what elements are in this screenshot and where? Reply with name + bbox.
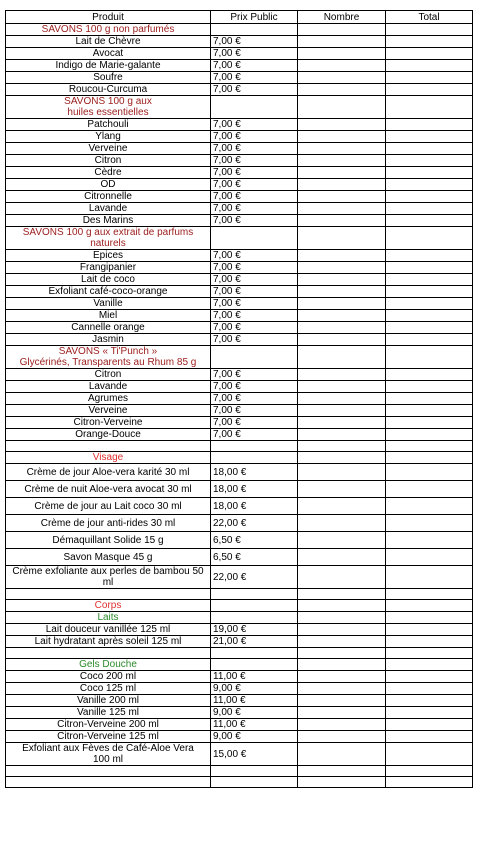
product-name: Crème de jour anti-rides 30 ml bbox=[6, 515, 211, 532]
section-header-row bbox=[6, 24, 473, 36]
quantity-cell bbox=[298, 155, 386, 167]
price-cell: 7,00 € bbox=[211, 429, 298, 441]
quantity-cell bbox=[298, 96, 386, 119]
total-cell bbox=[386, 167, 473, 179]
product-row bbox=[6, 369, 473, 381]
total-cell bbox=[386, 766, 473, 777]
total-cell bbox=[386, 777, 473, 788]
product-row bbox=[6, 274, 473, 286]
price-cell: 7,00 € bbox=[211, 60, 298, 72]
quantity-cell bbox=[298, 707, 386, 719]
quantity-cell bbox=[298, 310, 386, 322]
price-cell: 6,50 € bbox=[211, 532, 298, 549]
product-row bbox=[6, 417, 473, 429]
total-cell bbox=[386, 250, 473, 262]
price-cell bbox=[211, 648, 298, 659]
product-name: Crème de nuit Aloe-vera avocat 30 ml bbox=[6, 481, 211, 498]
section-header-row bbox=[6, 346, 473, 369]
price-cell: 7,00 € bbox=[211, 203, 298, 215]
price-cell bbox=[211, 659, 298, 671]
quantity-cell bbox=[298, 179, 386, 191]
price-cell: 7,00 € bbox=[211, 274, 298, 286]
quantity-cell bbox=[298, 215, 386, 227]
total-cell bbox=[386, 369, 473, 381]
price-cell: 7,00 € bbox=[211, 369, 298, 381]
product-name: Exfoliant café-coco-orange bbox=[6, 286, 211, 298]
product-row bbox=[6, 636, 473, 648]
empty-row bbox=[6, 441, 473, 452]
quantity-cell bbox=[298, 24, 386, 36]
quantity-cell bbox=[298, 36, 386, 48]
product-row bbox=[6, 36, 473, 48]
product-row bbox=[6, 179, 473, 191]
quantity-cell bbox=[298, 671, 386, 683]
header-total: Total bbox=[386, 11, 473, 24]
quantity-cell bbox=[298, 167, 386, 179]
product-name: Avocat bbox=[6, 48, 211, 60]
product-name: Cannelle orange bbox=[6, 322, 211, 334]
empty-row bbox=[6, 766, 473, 777]
quantity-cell bbox=[298, 636, 386, 648]
price-cell: 7,00 € bbox=[211, 155, 298, 167]
price-cell: 7,00 € bbox=[211, 262, 298, 274]
total-cell bbox=[386, 334, 473, 346]
product-name: Lait douceur vanillée 125 ml bbox=[6, 624, 211, 636]
section-title: SAVONS 100 g aux extrait de parfums naturels bbox=[6, 227, 211, 250]
empty-row bbox=[6, 648, 473, 659]
product-name: Citron bbox=[6, 155, 211, 167]
category-row bbox=[6, 600, 473, 612]
total-cell bbox=[386, 566, 473, 589]
product-name: Verveine bbox=[6, 405, 211, 417]
quantity-cell bbox=[298, 417, 386, 429]
quantity-cell bbox=[298, 515, 386, 532]
total-cell bbox=[386, 532, 473, 549]
empty-row bbox=[6, 589, 473, 600]
quantity-cell bbox=[298, 683, 386, 695]
total-cell bbox=[386, 84, 473, 96]
category-row bbox=[6, 452, 473, 464]
quantity-cell bbox=[298, 659, 386, 671]
total-cell bbox=[386, 262, 473, 274]
price-cell: 18,00 € bbox=[211, 464, 298, 481]
product-name: Roucou-Curcuma bbox=[6, 84, 211, 96]
price-cell bbox=[211, 589, 298, 600]
product-row bbox=[6, 286, 473, 298]
price-cell: 18,00 € bbox=[211, 498, 298, 515]
total-cell bbox=[386, 600, 473, 612]
price-cell: 7,00 € bbox=[211, 215, 298, 227]
price-cell: 7,00 € bbox=[211, 48, 298, 60]
price-cell bbox=[211, 227, 298, 250]
product-name: Citronnelle bbox=[6, 191, 211, 203]
quantity-cell bbox=[298, 143, 386, 155]
category-title: Visage bbox=[6, 452, 211, 464]
product-row bbox=[6, 131, 473, 143]
quantity-cell bbox=[298, 441, 386, 452]
product-name: Indigo de Marie-galante bbox=[6, 60, 211, 72]
product-row bbox=[6, 250, 473, 262]
total-cell bbox=[386, 131, 473, 143]
product-name: Citron-Verveine bbox=[6, 417, 211, 429]
total-cell bbox=[386, 498, 473, 515]
product-name: Crème de jour Aloe-vera karité 30 ml bbox=[6, 464, 211, 481]
category-row bbox=[6, 659, 473, 671]
quantity-cell bbox=[298, 334, 386, 346]
quantity-cell bbox=[298, 452, 386, 464]
total-cell bbox=[386, 119, 473, 131]
price-cell bbox=[211, 24, 298, 36]
quantity-cell bbox=[298, 405, 386, 417]
price-cell: 7,00 € bbox=[211, 298, 298, 310]
total-cell bbox=[386, 464, 473, 481]
total-cell bbox=[386, 549, 473, 566]
section-title: SAVONS « Ti'Punch » Glycérinés, Transparents au Rhum 85 g bbox=[6, 346, 211, 369]
quantity-cell bbox=[298, 286, 386, 298]
product-name: Savon Masque 45 g bbox=[6, 549, 211, 566]
price-cell bbox=[211, 600, 298, 612]
product-name: Lavande bbox=[6, 203, 211, 215]
total-cell bbox=[386, 48, 473, 60]
total-cell bbox=[386, 155, 473, 167]
price-cell bbox=[211, 441, 298, 452]
quantity-cell bbox=[298, 298, 386, 310]
product-row bbox=[6, 719, 473, 731]
price-cell: 11,00 € bbox=[211, 671, 298, 683]
category-title: Corps bbox=[6, 600, 211, 612]
price-cell bbox=[211, 452, 298, 464]
product-name: Jasmin bbox=[6, 334, 211, 346]
total-cell bbox=[386, 743, 473, 766]
total-cell bbox=[386, 452, 473, 464]
product-row bbox=[6, 381, 473, 393]
product-name: Crème de jour au Lait coco 30 ml bbox=[6, 498, 211, 515]
product-row bbox=[6, 624, 473, 636]
quantity-cell bbox=[298, 566, 386, 589]
quantity-cell bbox=[298, 262, 386, 274]
total-cell bbox=[386, 405, 473, 417]
product-row bbox=[6, 191, 473, 203]
product-row bbox=[6, 429, 473, 441]
product-row bbox=[6, 215, 473, 227]
quantity-cell bbox=[298, 191, 386, 203]
price-cell: 15,00 € bbox=[211, 743, 298, 766]
quantity-cell bbox=[298, 250, 386, 262]
total-cell bbox=[386, 648, 473, 659]
price-cell: 7,00 € bbox=[211, 72, 298, 84]
empty-cell bbox=[6, 777, 211, 788]
total-cell bbox=[386, 612, 473, 624]
quantity-cell bbox=[298, 393, 386, 405]
price-cell bbox=[211, 96, 298, 119]
product-name: Epices bbox=[6, 250, 211, 262]
section-header-row bbox=[6, 96, 473, 119]
quantity-cell bbox=[298, 743, 386, 766]
quantity-cell bbox=[298, 346, 386, 369]
product-name: Lait de coco bbox=[6, 274, 211, 286]
product-name: Citron bbox=[6, 369, 211, 381]
total-cell bbox=[386, 636, 473, 648]
price-cell: 7,00 € bbox=[211, 119, 298, 131]
total-cell bbox=[386, 215, 473, 227]
product-name: Vanille 200 ml bbox=[6, 695, 211, 707]
total-cell bbox=[386, 719, 473, 731]
price-cell: 21,00 € bbox=[211, 636, 298, 648]
price-cell: 7,00 € bbox=[211, 322, 298, 334]
quantity-cell bbox=[298, 731, 386, 743]
product-row bbox=[6, 707, 473, 719]
product-row bbox=[6, 143, 473, 155]
total-cell bbox=[386, 60, 473, 72]
category-row bbox=[6, 612, 473, 624]
product-row bbox=[6, 393, 473, 405]
product-row bbox=[6, 203, 473, 215]
quantity-cell bbox=[298, 766, 386, 777]
product-name: Des Marins bbox=[6, 215, 211, 227]
total-cell bbox=[386, 441, 473, 452]
price-cell: 19,00 € bbox=[211, 624, 298, 636]
price-cell: 7,00 € bbox=[211, 131, 298, 143]
header-prix-public: Prix Public bbox=[211, 11, 298, 24]
price-cell: 9,00 € bbox=[211, 707, 298, 719]
total-cell bbox=[386, 695, 473, 707]
quantity-cell bbox=[298, 481, 386, 498]
header-row bbox=[6, 11, 473, 24]
total-cell bbox=[386, 36, 473, 48]
quantity-cell bbox=[298, 464, 386, 481]
quantity-cell bbox=[298, 532, 386, 549]
price-cell: 7,00 € bbox=[211, 191, 298, 203]
price-cell: 7,00 € bbox=[211, 36, 298, 48]
quantity-cell bbox=[298, 274, 386, 286]
product-row bbox=[6, 310, 473, 322]
total-cell bbox=[386, 179, 473, 191]
section-header-row bbox=[6, 227, 473, 250]
price-cell bbox=[211, 612, 298, 624]
total-cell bbox=[386, 659, 473, 671]
price-cell: 9,00 € bbox=[211, 683, 298, 695]
product-name: Soufre bbox=[6, 72, 211, 84]
product-row bbox=[6, 695, 473, 707]
product-name: Vanille bbox=[6, 298, 211, 310]
price-table bbox=[5, 10, 473, 788]
price-cell: 9,00 € bbox=[211, 731, 298, 743]
quantity-cell bbox=[298, 624, 386, 636]
product-name: Citron-Verveine 200 ml bbox=[6, 719, 211, 731]
quantity-cell bbox=[298, 719, 386, 731]
price-cell: 7,00 € bbox=[211, 286, 298, 298]
product-name: Coco 125 ml bbox=[6, 683, 211, 695]
product-name: Cèdre bbox=[6, 167, 211, 179]
quantity-cell bbox=[298, 695, 386, 707]
price-cell bbox=[211, 766, 298, 777]
product-row bbox=[6, 119, 473, 131]
empty-row bbox=[6, 777, 473, 788]
product-row bbox=[6, 334, 473, 346]
quantity-cell bbox=[298, 612, 386, 624]
price-cell: 11,00 € bbox=[211, 695, 298, 707]
total-cell bbox=[386, 298, 473, 310]
empty-cell bbox=[6, 648, 211, 659]
product-row bbox=[6, 84, 473, 96]
quantity-cell bbox=[298, 589, 386, 600]
empty-cell bbox=[6, 441, 211, 452]
empty-cell bbox=[6, 766, 211, 777]
price-cell: 22,00 € bbox=[211, 515, 298, 532]
total-cell bbox=[386, 731, 473, 743]
product-name: Lavande bbox=[6, 381, 211, 393]
total-cell bbox=[386, 96, 473, 119]
product-row bbox=[6, 671, 473, 683]
product-name: Démaquillant Solide 15 g bbox=[6, 532, 211, 549]
quantity-cell bbox=[298, 48, 386, 60]
product-name: Lait hydratant après soleil 125 ml bbox=[6, 636, 211, 648]
product-name: Agrumes bbox=[6, 393, 211, 405]
price-cell: 7,00 € bbox=[211, 167, 298, 179]
header-nombre: Nombre bbox=[298, 11, 386, 24]
product-row bbox=[6, 683, 473, 695]
product-row bbox=[6, 481, 473, 498]
price-cell: 11,00 € bbox=[211, 719, 298, 731]
total-cell bbox=[386, 24, 473, 36]
product-row bbox=[6, 322, 473, 334]
quantity-cell bbox=[298, 131, 386, 143]
product-name: Verveine bbox=[6, 143, 211, 155]
quantity-cell bbox=[298, 600, 386, 612]
product-row bbox=[6, 464, 473, 481]
product-name: Ylang bbox=[6, 131, 211, 143]
quantity-cell bbox=[298, 119, 386, 131]
quantity-cell bbox=[298, 227, 386, 250]
price-cell bbox=[211, 777, 298, 788]
empty-cell bbox=[6, 589, 211, 600]
price-cell: 7,00 € bbox=[211, 405, 298, 417]
total-cell bbox=[386, 515, 473, 532]
product-row bbox=[6, 167, 473, 179]
product-row bbox=[6, 731, 473, 743]
total-cell bbox=[386, 274, 473, 286]
product-row bbox=[6, 48, 473, 60]
product-row bbox=[6, 405, 473, 417]
section-title: SAVONS 100 g aux huiles essentielles bbox=[6, 96, 211, 119]
total-cell bbox=[386, 481, 473, 498]
total-cell bbox=[386, 72, 473, 84]
total-cell bbox=[386, 671, 473, 683]
quantity-cell bbox=[298, 549, 386, 566]
quantity-cell bbox=[298, 369, 386, 381]
quantity-cell bbox=[298, 322, 386, 334]
product-row bbox=[6, 549, 473, 566]
product-name: Orange-Douce bbox=[6, 429, 211, 441]
category-title: Gels Douche bbox=[6, 659, 211, 671]
quantity-cell bbox=[298, 84, 386, 96]
total-cell bbox=[386, 322, 473, 334]
product-name: Frangipanier bbox=[6, 262, 211, 274]
total-cell bbox=[386, 381, 473, 393]
quantity-cell bbox=[298, 60, 386, 72]
product-name: Citron-Verveine 125 ml bbox=[6, 731, 211, 743]
product-name: Lait de Chèvre bbox=[6, 36, 211, 48]
quantity-cell bbox=[298, 498, 386, 515]
product-row bbox=[6, 532, 473, 549]
quantity-cell bbox=[298, 777, 386, 788]
product-row bbox=[6, 298, 473, 310]
total-cell bbox=[386, 589, 473, 600]
product-row bbox=[6, 155, 473, 167]
product-name: Patchouli bbox=[6, 119, 211, 131]
product-row bbox=[6, 566, 473, 589]
price-cell: 7,00 € bbox=[211, 179, 298, 191]
price-cell: 7,00 € bbox=[211, 334, 298, 346]
total-cell bbox=[386, 624, 473, 636]
total-cell bbox=[386, 310, 473, 322]
product-name: Miel bbox=[6, 310, 211, 322]
product-name: Exfoliant aux Fèves de Café-Aloe Vera 100 ml bbox=[6, 743, 211, 766]
total-cell bbox=[386, 707, 473, 719]
product-row bbox=[6, 743, 473, 766]
product-name: Crème exfoliante aux perles de bambou 50 ml bbox=[6, 566, 211, 589]
total-cell bbox=[386, 683, 473, 695]
total-cell bbox=[386, 191, 473, 203]
total-cell bbox=[386, 227, 473, 250]
product-row bbox=[6, 515, 473, 532]
price-cell: 6,50 € bbox=[211, 549, 298, 566]
price-cell: 18,00 € bbox=[211, 481, 298, 498]
price-cell: 22,00 € bbox=[211, 566, 298, 589]
price-cell: 7,00 € bbox=[211, 143, 298, 155]
total-cell bbox=[386, 286, 473, 298]
product-row bbox=[6, 72, 473, 84]
product-name: Vanille 125 ml bbox=[6, 707, 211, 719]
price-cell: 7,00 € bbox=[211, 381, 298, 393]
product-row bbox=[6, 60, 473, 72]
section-title: SAVONS 100 g non parfumés bbox=[6, 24, 211, 36]
price-cell: 7,00 € bbox=[211, 393, 298, 405]
total-cell bbox=[386, 346, 473, 369]
total-cell bbox=[386, 417, 473, 429]
price-cell: 7,00 € bbox=[211, 84, 298, 96]
total-cell bbox=[386, 143, 473, 155]
quantity-cell bbox=[298, 381, 386, 393]
product-row bbox=[6, 498, 473, 515]
quantity-cell bbox=[298, 429, 386, 441]
price-cell: 7,00 € bbox=[211, 310, 298, 322]
quantity-cell bbox=[298, 72, 386, 84]
product-row bbox=[6, 262, 473, 274]
price-cell: 7,00 € bbox=[211, 417, 298, 429]
total-cell bbox=[386, 203, 473, 215]
total-cell bbox=[386, 393, 473, 405]
category-title: Laits bbox=[6, 612, 211, 624]
quantity-cell bbox=[298, 648, 386, 659]
product-name: OD bbox=[6, 179, 211, 191]
price-cell bbox=[211, 346, 298, 369]
price-cell: 7,00 € bbox=[211, 250, 298, 262]
product-name: Coco 200 ml bbox=[6, 671, 211, 683]
header-produit: Produit bbox=[6, 11, 211, 24]
quantity-cell bbox=[298, 203, 386, 215]
total-cell bbox=[386, 429, 473, 441]
